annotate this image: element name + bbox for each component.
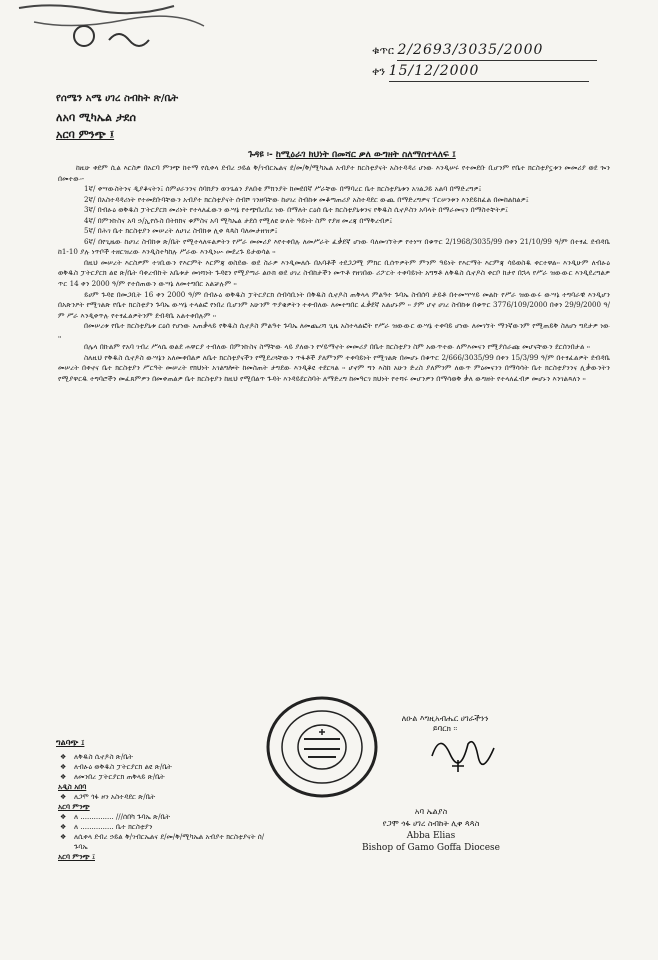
bullet-icon: ❖ [60,753,67,761]
body-paragraph: በዚህ መሠረት እርስዎም ተገቢውን የእርምት እርምጃ ወስደው ወደ ስራዎ እንዲመለሱ በአባቶች ተደጋጋሚ ምክር ቢሰጥዎትም ምንም ዓይነት የእርማት እርምጃ ሳይወስዱ ቀርተዋል፡፡ እንዲሁም ለብፁዕ ወቅዱስ ፓትርያርክ ልዩ ጽ/ቤት ባቀረብኩት አቤቱታ መነሻነት ጉዳዩን የሚያጣራ ልዑክ ወደ ሀገረ ስብከታችን መጥቶ የዘገበው ሪፖርት ተቀባይነት አግኝቶ ለቅዱስ ሲኖዶስ ቀርቦ ከታየ በኋላ የሥራ ዝውውር እንዲደረግልዎ ጥር 14 ቀን 2000 ዓ/ም የተሰጠውን ውሣኔ ለመተግበር አልቻሉም ፡፡ [58,257,610,289]
reference-date-label: ቀን [372,65,386,78]
addressee-location: አርባ ምንጭ ፤ [56,128,115,141]
bullet-icon: ❖ [60,793,67,801]
bishop-name-amharic: አባ ኤልያስ [414,807,448,816]
cc-item: ❖ ለሲቀላ ደብረ ኃይል ቅ/ገብርኤልና ደ/መ/ቅ/ሚካኤል አብያተ ክርስቲያናት ሰ/ጉባኤ [60,833,265,851]
bullet-icon: ❖ [60,763,67,771]
cc-group-heading: አዲስ አበባ [58,782,87,791]
addressee: ለአባ ሚካኤል ታደሰ [56,111,137,124]
body-paragraph: 1ኛ/ ቀሣውስትንና ዲያቆናትን፤ ሰምሀራንንና ሰባክያን ወንጌልን ያለበቂ ምክንያት ከመደበኛ ሥራቸው በማባረር ቤተ ክርስቲያኒቱን አገልጋይ አልባ በማድረግዎ፤ [84,184,482,194]
bishop-signature-block [356,806,506,854]
cc-group-heading: አርባ ምንጭ [58,802,90,811]
body-paragraph: ይሀም ጉዳዩ በመጋቢት 16 ቀን 2000 ዓ/ም በብፁዕ ወቅዱስ ፓትርያርክ ሰብሳቢነት በቅዱስ ሲኖዶስ ጠቅላላ ምልዓተ ጉባኤ ስብሰባ ታይቶ በተመሣሣይ መልኩ የሥራ ዝውውሩ ውሣኔ ተግባራዊ እንዲሆን በአጽንዖት የሚገልጽ የቤተ ክርስቲያን ጉባኤ ውሣኔ ተላልፎ የነበረ ቢሆንም አሁንም ጥያቄዎትን ተቀብለው ለመተግበር ፈቃደኛ አልሆኑም ፡፡ ያም ሆኖ ሀገረ ስብከቱ በቁጥር 3776/109/2000 በቀን 29/9/2000 ዓ/ም ሥራ እንዲቀጥሉ የተፃፈልዎትንም ደብዳቤ አልተቀበሉም ፡፡ [58,289,610,320]
body-paragraph: ስለዚህ የቅዱስ ሲኖዶስ ውሣኔን አለመቀበልዎ ለቤተ ክርስቲያናችን የሚደረጓቸውን ጥፋቶች ያለምንም ተቀባይነት የሚገልጽ በመሆኑ በቁጥር 2/666/3035/99 በቀን 15/3/99 ዓ/ም በተፃፈልዎት ደብዳቤ መሠረት በቀኖና ቤተ ክርስቲያን ሥርዓት መሠረት የክህነት አገልግሎት ከመስጠት ታግደው እንዲቆዩ ተደርጓል ፡፡ ሆኖም ግን እስከ አሁን ድረስ ያለምንም ለውጥ ምዕመናንን በማሳሳት ቤተ ክርስቲያንንና ሊቃውንትን የሚያዋርዱ ተግባሮችን መፈጸምዎን በመቀጠልዎ ቤተ ክርስቲያን ከዚህ የሚበልጥ ጉዳት እንዳይደርስባት ለማድረግ ከመዓርገ ክህነት የተሻሩ መሆንዎን በማሳወቅ ቃለ ውግዘት የተላለፈብዎ መሆኑን እንገልጻለን ፡፡ [58,352,610,383]
subject-prefix: ጉዳዩ ፡- [248,150,273,160]
closing-blessing: ለዑል እግዚአብሔር ሀገራችንን ይባርክ ፡፡ [401,714,489,733]
cc-item: ❖ ለ ............... ቤተ ክርስቲያን [60,823,153,831]
cc-item: ❖ ለ ............... ///ሰበካ ጉባኤ ጽ/ቤት [60,813,171,821]
cc-title: ግልባጭ ፤ [56,738,85,747]
cc-list [60,752,274,862]
body-paragraph: በመሠረቱ የቤተ ክርስቲያኒቱ ርዕሰ የሆነው አጠቃላይ የቅዱስ ሲኖዶስ ምልዓተ ጉባኤ ለመጨረሻ ጊዜ አስተላልፎት የሥራ ዝውውር ውሣኔ ተቀባይ ሆነው ለመገኘት ማንኛውንም የሚጠይቅ ስለሆነ ግዴታዎ ነው ፡፡ [58,321,610,341]
letter-body [58,163,610,384]
bullet-icon: ❖ [60,833,67,841]
body-paragraph: በሌላ በኩልም የአባ ገብረ ሥላሴ ወልደ ሐዋርያ ተብለው በምንኩስና ስማቸው ላይ ያለውን የሃይማኖት መመሪያ በቤተ ክርስቲያን ስም አውጥተው ለምእመናን የሚያሰራጩ መሆናቸውን ደርሰንበታል ፡፡ [84,342,591,352]
cc-group-heading: አርባ ምንጭ ፤ [58,852,95,861]
reference-block [372,40,597,82]
letterhead-emblem [14,0,214,60]
sender-office: የሰሜን አሜ ሀገረ ስብከት ጽ/ቤት [56,93,179,104]
bishop-title-amharic: የጋሞ ጎፋ ሀገረ ስብከት ሊቀ ጳጳስ [382,819,480,828]
body-paragraph: 2ኛ/ በአስተዳዳሪነት የተመደቡባቸውን አብያተ ክርስቲያናት ሰብሾ ገንዘባቸው ከሀገረ ስብከቱ መቆጣጠሪያ አስተዳደር ውጪ በማድረግዎና ፐርሠንቱን እንደይከፈል በመከልከልዎ፤ [84,194,529,204]
official-seal-stamp [264,694,380,800]
reference-number-label: ቁጥር [372,44,394,57]
bullet-icon: ❖ [60,823,67,831]
body-paragraph: 3ኛ/ በብፁዕ ወቅዱስ ፓትርያርክ መሪነት የተላለፈውን ውሣኔ የተጭበረበረ ነው በማለት ርዕሰ ቤተ ክርስቲያኒቱንና የቅዱስ ሲኖዶስን አባላት በማራመናን በማስተቸትዎ፤ [84,205,509,215]
subject-text: ከሚዕራገ ክህነት በመሻር ቃለ ውግዘት ስለማስተላለፍ ፤ [275,150,456,160]
bullet-icon: ❖ [60,773,67,781]
bishop-name-english: Abba Elias [406,831,456,841]
body-paragraph: 6ኛ/ በየጊዜው ከሀገረ ስብከቱ ጽ/ቤት የሚተላለፍልዎትን የሥራ መመሪያ እየተቀበሉ ለመሥራት ፈቃደኛ ሆነው ባለመገኘትዎ የተነሣ በቁጥር 2/1968/3035/99 በቀን 21/10/99 ዓ/ም በተፃፈ ደብዳቤ ከ1-10 ያሉ ነጥቦች ተዘርዝረው እንዲስተካከሉ ሥራው እንዲነሡ መደረጉ ይታወሳል ፡፡ [58,236,610,257]
body-paragraph: ከዚሁ ቀደም ሲል እርስዎ በአርባ ምንጭ ከተማ የሲቀላ ደብረ ኃይል ቅ/ገብርኤልና ደ/መ/ቅ/ሚካኤል አብያተ ክርስቲያናት አስተዳዳሪ ሆነው እንዲሠሩ የተመደቡ ቢሆንም የቤተ ክርስቲያኗቱን መመሪያ ወደ ጐን በመተው፡- [58,163,610,183]
bishop-title-english: Bishop of Gamo Goffa Diocese [362,843,500,853]
cc-item: ❖ ለመንበረ ፓትርያርክ ጠቅላይ ጽ/ቤት [60,773,165,781]
cc-item: ❖ ለጋሞ ጎፋ ዞን አስተዳደር ጽ/ቤት [60,793,156,801]
subject-line [248,150,456,160]
bullet-icon: ❖ [60,813,67,821]
body-paragraph: 5ኛ/ በሕገ ቤተ ክርስቲያን መሠረት ለሀገረ ስብከቱ ሊቀ ጳጳስ ባለመታዘዝዎ፤ [84,226,278,236]
cc-item: ❖ ለቅዱስ ሲኖዶስ ጽ/ቤት [60,753,133,761]
cc-item: ❖ ለብፁዕ ወቅዱስ ፓትርያርክ ልዩ ጽ/ቤት [60,763,172,771]
reference-number: 2/2693/3035/2000 [397,40,597,61]
reference-date: 15/12/2000 [389,61,589,82]
body-paragraph: 4ኛ/ በምንኩስና አባ ኃ/ኢየሱስ በትክክና ቁምስና አባ ሚካኤል ታደሰ የሚለዩ ሁለት ዓይነት ስም የያዘ መረጃ በማቅረብዎ፤ [84,215,393,225]
